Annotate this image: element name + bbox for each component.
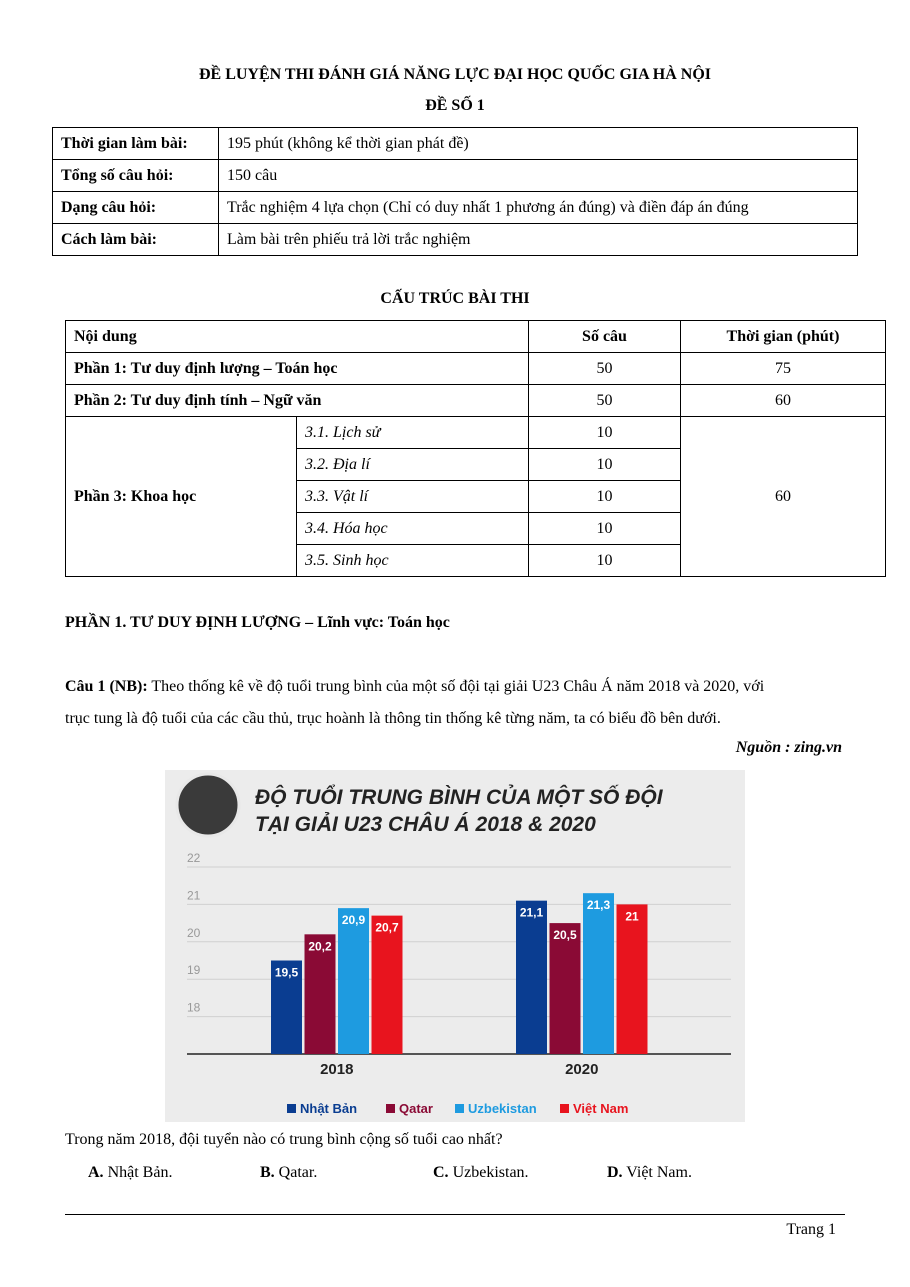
page-number: Trang 1 <box>786 1221 836 1238</box>
legend-label: Uzbekistan <box>468 1101 537 1116</box>
info-value: 150 câu <box>219 160 858 192</box>
y-tick-label: 20 <box>187 925 201 940</box>
column-header-content: Nội dung <box>66 321 529 353</box>
info-value: 195 phút (không kể thời gian phát đề) <box>219 128 858 160</box>
logo-circle <box>177 774 239 836</box>
part-time: 75 <box>681 353 886 385</box>
subpart-count: 10 <box>529 417 681 449</box>
subpart-count: 10 <box>529 513 681 545</box>
source-note: Nguồn : zing.vn <box>735 739 842 756</box>
legend-swatch <box>560 1104 569 1113</box>
table-row <box>66 385 886 417</box>
column-header-count: Số câu <box>529 321 681 353</box>
structure-heading: CẤU TRÚC BÀI THI <box>380 290 530 307</box>
bar-value-label: 21,3 <box>586 898 611 913</box>
table-row <box>53 160 858 192</box>
chart <box>165 770 745 1122</box>
question-prompt: Trong năm 2018, đội tuyển nào có trung bình cộng số tuổi cao nhất? <box>65 1131 503 1148</box>
info-value: Trắc nghiệm 4 lựa chọn (Chỉ có duy nhất 1 phương án đúng) và điền đáp án đúng <box>219 192 858 224</box>
legend-label: Nhật Bản <box>300 1101 358 1116</box>
column-header-time: Thời gian (phút) <box>681 321 886 353</box>
bar <box>617 904 648 1054</box>
question-line-1: Theo thống kê về độ tuổi trung bình của một số đội tại giải U23 Châu Á năm 2018 và 2020, với <box>147 678 765 695</box>
bar-value-label: 20,7 <box>375 920 399 935</box>
part-count: 50 <box>529 353 681 385</box>
answer-options <box>88 1164 838 1186</box>
table-row <box>66 353 886 385</box>
part-time: 60 <box>681 385 886 417</box>
subpart-name: 3.1. Lịch sử <box>297 417 529 449</box>
option-c[interactable]: C. Uzbekistan. <box>433 1164 529 1181</box>
x-category-label: 2018 <box>320 1061 354 1078</box>
exam-info-table <box>52 127 858 256</box>
bar-value-label: 21 <box>625 909 639 924</box>
info-value: Làm bài trên phiếu trả lời trắc nghiệm <box>219 224 858 256</box>
bar <box>550 923 581 1054</box>
y-tick-label: 18 <box>187 1000 201 1015</box>
bar-value-label: 21,1 <box>519 905 544 920</box>
section-title: PHẦN 1. TƯ DUY ĐỊNH LƯỢNG – Lĩnh vực: Toán học <box>65 614 450 631</box>
subpart-name: 3.2. Địa lí <box>297 449 529 481</box>
part-time: 60 <box>681 417 886 577</box>
subpart-count: 10 <box>529 481 681 513</box>
info-label: Tổng số câu hỏi: <box>53 160 219 192</box>
chart-svg <box>165 770 745 1122</box>
question-text <box>65 671 865 735</box>
question-line-2: trục tung là độ tuổi của các cầu thủ, trục hoành là thông tin thống kê từng năm, ta có biểu đồ bên dưới. <box>65 710 721 727</box>
table-row <box>53 224 858 256</box>
bar-value-label: 19,5 <box>274 965 299 980</box>
legend-label: Qatar <box>399 1101 433 1116</box>
subpart-name: 3.3. Vật lí <box>297 481 529 513</box>
subpart-count: 10 <box>529 545 681 577</box>
info-label: Cách làm bài: <box>53 224 219 256</box>
subpart-name: 3.4. Hóa học <box>297 513 529 545</box>
table-row <box>53 192 858 224</box>
y-tick-label: 22 <box>187 851 201 865</box>
part-name: Phần 3: Khoa học <box>66 417 297 577</box>
option-d[interactable]: D. Việt Nam. <box>607 1164 692 1181</box>
exam-structure-table <box>65 320 886 577</box>
footer-divider <box>65 1214 845 1215</box>
subpart-name: 3.5. Sinh học <box>297 545 529 577</box>
bar <box>372 916 403 1054</box>
subpart-count: 10 <box>529 449 681 481</box>
part-count: 50 <box>529 385 681 417</box>
document-subtitle: ĐỀ SỐ 1 <box>425 97 485 114</box>
x-category-label: 2020 <box>565 1061 599 1078</box>
info-label: Dạng câu hỏi: <box>53 192 219 224</box>
option-b[interactable]: B. Qatar. <box>260 1164 318 1181</box>
part-name: Phần 1: Tư duy định lượng – Toán học <box>66 353 529 385</box>
table-row <box>66 417 886 449</box>
y-tick-label: 19 <box>187 963 201 978</box>
table-header-row <box>66 321 886 353</box>
legend-swatch <box>455 1104 464 1113</box>
y-tick-label: 21 <box>187 888 201 903</box>
option-a[interactable]: A. Nhật Bản. <box>88 1164 173 1181</box>
info-label: Thời gian làm bài: <box>53 128 219 160</box>
bar <box>583 893 614 1054</box>
document-title: ĐỀ LUYỆN THI ĐÁNH GIÁ NĂNG LỰC ĐẠI HỌC QUỐC GIA HÀ NỘI <box>198 66 712 83</box>
question-label: Câu 1 (NB): <box>65 678 148 695</box>
legend-label: Việt Nam <box>573 1101 629 1116</box>
chart-title-line-2: TẠI GIẢI U23 CHÂU Á 2018 & 2020 <box>255 813 596 836</box>
legend-swatch <box>386 1104 395 1113</box>
bar-value-label: 20,9 <box>341 913 366 928</box>
part-name: Phần 2: Tư duy định tính – Ngữ văn <box>66 385 529 417</box>
bar-value-label: 20,5 <box>553 928 577 943</box>
chart-title-line-1: ĐỘ TUỔI TRUNG BÌNH CỦA MỘT SỐ ĐỘI <box>255 786 663 809</box>
bar <box>516 901 547 1054</box>
bar-value-label: 20,2 <box>308 939 332 954</box>
bar <box>338 908 369 1054</box>
table-row <box>53 128 858 160</box>
legend-swatch <box>287 1104 296 1113</box>
